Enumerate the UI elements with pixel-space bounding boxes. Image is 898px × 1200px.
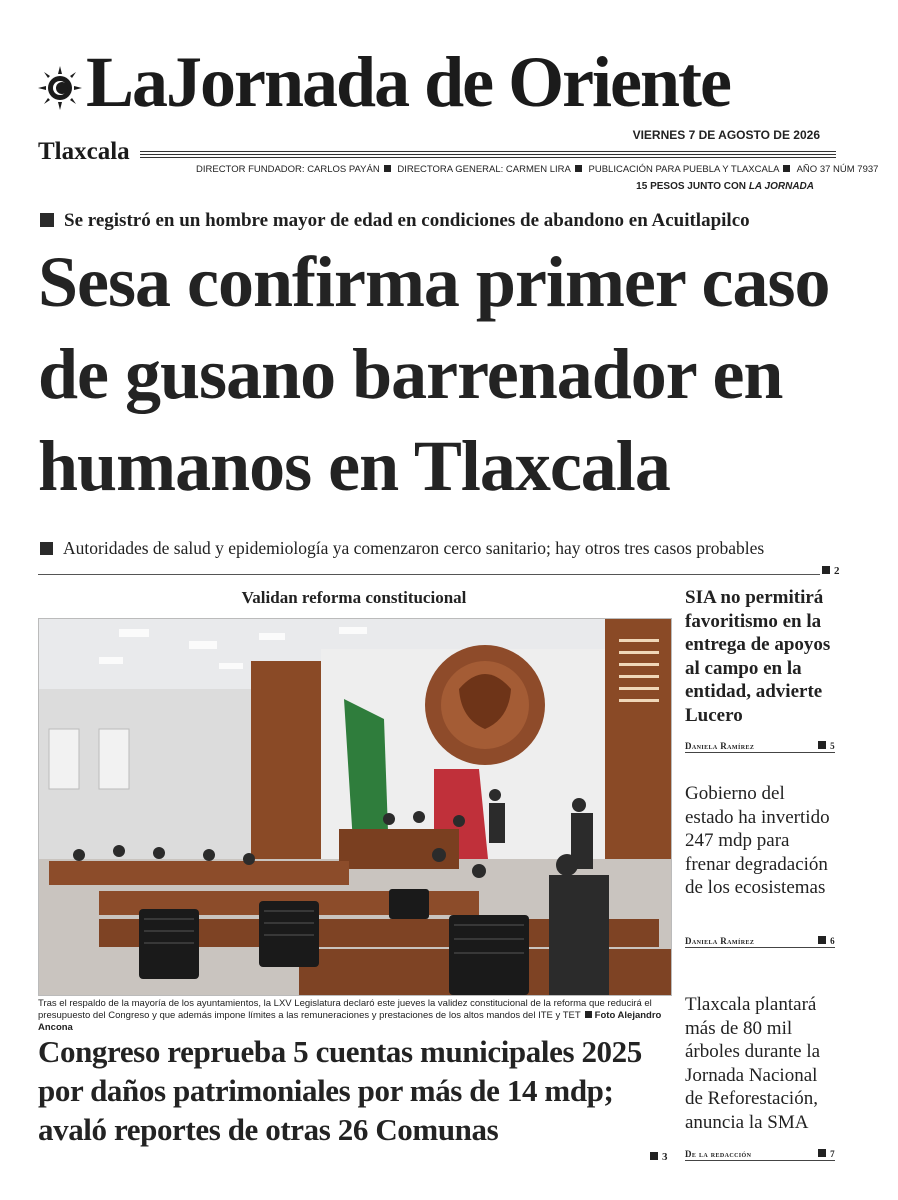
square-bullet-icon bbox=[650, 1152, 658, 1160]
sidebar-story-3[interactable]: Tlaxcala plantará más de 80 mil árboles durante la Jornada Nacional de Reforestación, anuncia la SMA bbox=[685, 994, 821, 1133]
newspaper-logo[interactable]: LaJornada de Oriente bbox=[86, 42, 730, 122]
masthead-rules bbox=[140, 151, 836, 160]
divider bbox=[38, 574, 820, 575]
square-bullet-icon bbox=[40, 542, 53, 555]
congress-photo-illustration bbox=[39, 619, 671, 995]
price-note: 15 PESOS JUNTO CON LA JORNADA bbox=[636, 181, 814, 192]
credit-issue: AÑO 37 NÚM 7937 bbox=[796, 164, 879, 175]
masthead-credits bbox=[196, 164, 879, 175]
sidebar-byline-3: De la redacción 7 bbox=[685, 1149, 835, 1159]
main-story-deck: Autoridades de salud y epidemiología ya comenzaron cerco sanitario; hay otros tres casos probables bbox=[40, 538, 764, 559]
credit-director: DIRECTORA GENERAL: CARMEN LIRA bbox=[397, 164, 571, 175]
photo-credit: Foto Alejandro Ancona bbox=[38, 1010, 662, 1033]
sidebar-byline-1: Daniela Ramírez 5 bbox=[685, 741, 835, 751]
page-ref: 3 bbox=[650, 1151, 668, 1163]
edition-name: Tlaxcala bbox=[38, 138, 130, 165]
main-story-kicker: Se registró en un hombre mayor de edad en condiciones de abandono en Acuitlapilco bbox=[40, 210, 750, 232]
sun-logo-icon bbox=[38, 66, 82, 110]
photo-section-label: Validan reforma constitucional bbox=[241, 588, 467, 607]
main-headline[interactable]: Sesa confirma primer caso de gusano barrenador en humanos en Tlaxcala bbox=[38, 242, 830, 506]
secondary-headline[interactable]: Congreso reprueba 5 cuentas municipales 2025 por daños patrimoniales por más de 14 mdp; avaló reportes de otras 26 Comunas bbox=[38, 1034, 642, 1147]
sidebar-story-2[interactable]: Gobierno del estado ha invertido 247 mdp para frenar degradación de los ecosistemas bbox=[685, 783, 830, 898]
credit-publication: PUBLICACIÓN PARA PUEBLA Y TLAXCALA bbox=[588, 164, 780, 175]
photo-caption: Tras el respaldo de la mayoría de los ayuntamientos, la LXV Legislatura declaró este jueves la validez constitucional de la reforma que reducirá el presupuesto del Congreso y que además impone límites a las remuneraciones y prestaciones de los altos mandos del ITE y TET Foto Alejandro Ancona bbox=[38, 998, 662, 1033]
masthead bbox=[38, 36, 838, 132]
issue-date: VIERNES 7 DE AGOSTO DE 2026 bbox=[632, 128, 820, 142]
square-bullet-icon bbox=[818, 936, 826, 944]
congress-photo[interactable] bbox=[38, 618, 672, 996]
sidebar-byline-2: Daniela Ramírez 6 bbox=[685, 936, 835, 946]
credit-founder: DIRECTOR FUNDADOR: CARLOS PAYÁN bbox=[196, 164, 380, 175]
square-bullet-icon bbox=[822, 566, 830, 574]
square-bullet-icon bbox=[585, 1011, 592, 1018]
square-bullet-icon bbox=[818, 741, 826, 749]
sidebar-story-1[interactable]: SIA no permitirá favoritismo en la entrega de apoyos al campo en la entidad, advierte Lucero bbox=[685, 587, 831, 726]
page-ref: 2 bbox=[822, 565, 840, 577]
square-bullet-icon bbox=[40, 213, 54, 227]
square-bullet-icon bbox=[818, 1149, 826, 1157]
